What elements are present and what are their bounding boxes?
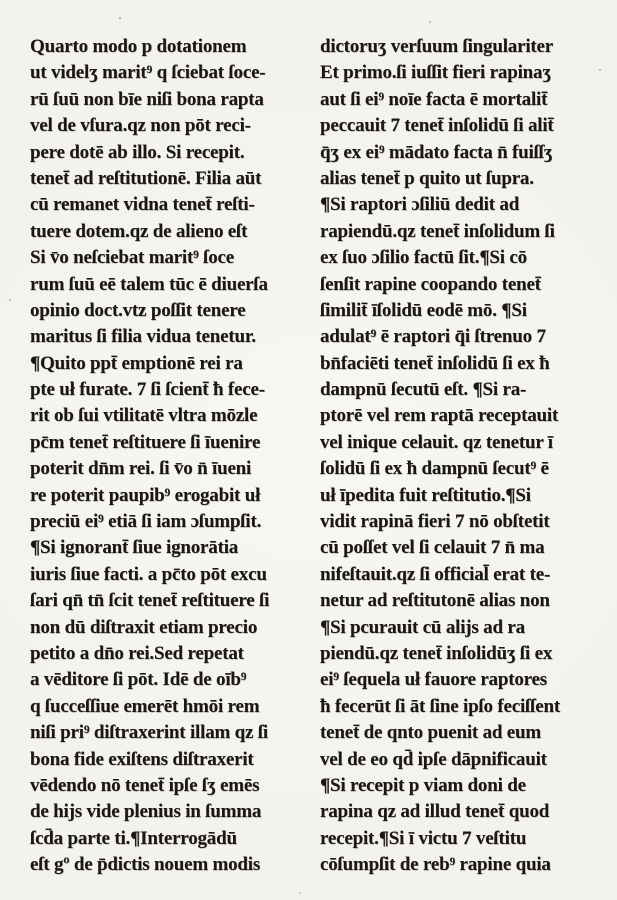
- text-line: poterit dn̄m rei. ſi v̄o n̄ īueni: [30, 458, 252, 480]
- text-line: q̄ʒ ex ei⁹ mādato facta n̄ fuiſſʒ: [320, 141, 553, 163]
- text-line: adulat⁹ ē raptori q̄i ſtrenuo 7: [320, 326, 546, 348]
- text-line: preciū ei⁹ etiā ſi iam ɔſumpſit.: [30, 511, 262, 533]
- text-line: de hijs vide plenius in ſumma: [30, 801, 262, 823]
- text-line: ¶Quito ppt̄ emptionē rei ra: [30, 352, 243, 374]
- text-column-right: [320, 34, 607, 879]
- text-line: nifeſtauit.qz ſi official̄ erat te-: [320, 563, 551, 585]
- text-line: alias tenet̄ p quito ut ſupra.: [320, 167, 534, 189]
- text-line: aut ſi ei⁹ noīe facta ē mortalit̄: [320, 88, 548, 110]
- text-line: re poterit paupib⁹ erogabit uł: [30, 484, 261, 506]
- text-line: vidit rapinā fieri 7 nō obſtetit: [320, 511, 550, 533]
- text-line: rit ob ſui vtilitatē vltra mōzle: [30, 405, 258, 427]
- text-line: ſari qn̄ tn̄ ſcit tenet̄ reſtituere ſi: [30, 590, 270, 612]
- text-line: ſimilit̄ īſolidū eodē mō. ¶Si: [320, 299, 527, 321]
- text-line: ei⁹ ſequela uł fauore raptores: [320, 669, 547, 691]
- text-line: ptorē vel rem raptā receptauit: [320, 405, 559, 427]
- text-line: cū remanet vidna tenet̄ reſti-: [30, 194, 255, 216]
- text-block: [30, 34, 607, 879]
- text-line: bona fide exiſtens diſtraxerit: [30, 748, 254, 770]
- text-line: ¶Si pcurauit cū alijs ad ra: [320, 616, 525, 638]
- text-line: ħ fecerūt ſi āt ſine ipſo feciſſent: [320, 695, 560, 717]
- text-line: rum ſuū eē talem tūc ē diuerſa: [30, 273, 268, 295]
- text-line: non dū diſtraxit etiam precio: [30, 616, 258, 638]
- text-line: ſcd̄a parte ti.¶Interrogādū: [30, 827, 237, 849]
- text-line: pc̄m tenet̄ reſtituere ſi īuenire: [30, 431, 261, 453]
- text-line: tenet̄ ad reſtitutionē. Filia aūt: [30, 167, 262, 189]
- text-line: ex ſuo ɔſilio factū ſit.¶Si cō: [320, 247, 527, 269]
- text-line: tuere dotem.qz de alieno eſt: [30, 220, 248, 242]
- text-line: vel de vſura.qz non pōt reci-: [30, 115, 251, 137]
- text-line: petito a dn̄o rei.Sed repetat: [30, 642, 244, 664]
- text-line: ſenſit rapine coopando tenet̄: [320, 273, 541, 295]
- text-line: maritus ſi filia vidua tenetur.: [30, 326, 256, 348]
- text-line: ut videlʒ marit⁹ q ſciebat ſoce-: [30, 62, 266, 84]
- text-line: uł īpedita fuit reſtitutio.¶Si: [320, 484, 531, 506]
- text-line: opinio doct.vtz poſſit tenere: [30, 299, 246, 321]
- text-column-left: [30, 34, 312, 879]
- text-line: ¶Si recepit p viam doni de: [320, 774, 526, 796]
- text-line: q ſucceſſiue emerēt hmōi rem: [30, 695, 260, 717]
- text-line: rapiendū.qz tenet̄ inſolidum ſi: [320, 220, 555, 242]
- text-line: ¶Si ignorant̄ ſiue ignorātia: [30, 537, 239, 559]
- text-line: a vēditore ſi pōt. Idē de oīb⁹: [30, 669, 247, 691]
- text-line: cū poſſet vel ſi celauit 7 n̄ ma: [320, 537, 545, 559]
- text-line: iuris ſiue facti. a pc̄to pōt excu: [30, 563, 267, 585]
- text-line: tenet̄ de qnto puenit ad eum: [320, 722, 542, 744]
- text-line: ¶Si raptori ɔſiliū dedit ad: [320, 194, 520, 216]
- text-line: niſi pri⁹ diſtraxerint illam qz ſi: [30, 722, 268, 744]
- text-line: dictoruʒ verſuum ſingulariter: [320, 36, 553, 57]
- text-line: cōſumpſit de reb⁹ rapine quia: [320, 854, 551, 876]
- text-line: bn̄faciēti tenet̄ inſolidū ſi ex ħ: [320, 352, 550, 374]
- text-line: netur ad reſtitutonē alias non: [320, 590, 550, 612]
- text-line: Si v̄o neſciebat marit⁹ ſoce: [30, 247, 234, 269]
- text-line: rū ſuū non bīe niſi bona rapta: [30, 88, 264, 110]
- text-line: eſt gº de p̄dictis nouem modis: [30, 854, 261, 876]
- text-line: recepit.¶Si ī victu 7 veſtitu: [320, 827, 527, 849]
- text-line: vēdendo nō tenet̄ ipſe ſʒ emēs: [30, 774, 260, 796]
- text-line: ſolidū ſi ex ħ dampnū ſecut⁹ ē: [320, 458, 549, 480]
- text-line: rapina qz ad illud tenet̄ quod: [320, 801, 550, 823]
- text-line: vel de eo qd̄ ipſe dāpnificauit: [320, 748, 547, 770]
- text-line: Et primo.ſi iuſſit fieri rapinaʒ: [320, 62, 551, 84]
- text-line: piendū.qz tenet̄ inſolidūʒ ſi ex: [320, 642, 553, 664]
- text-line: dampnū ſecutū eſt. ¶Si ra-: [320, 379, 527, 401]
- text-line: pere dotē ab illo. Si recepit.: [30, 141, 245, 163]
- text-line: vel inique celauit. qz tenetur ī: [320, 431, 553, 453]
- text-line: Quarto modo p dotationem: [30, 36, 247, 57]
- text-line: pte uł furate. 7 ſi ſcient̄ ħ fece-: [30, 379, 265, 401]
- text-line: peccauit 7 tenet̄ inſolidū ſi alit̄: [320, 115, 554, 137]
